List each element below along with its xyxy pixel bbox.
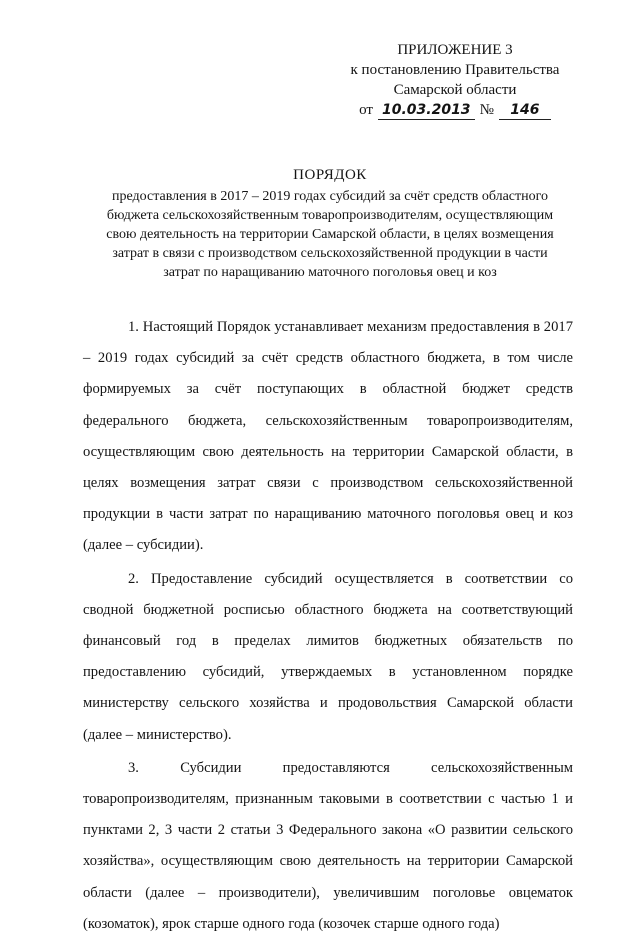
number-label: № [479, 102, 494, 118]
paragraph-2: 2. Предоставление субсидий осуществляется в соответствии со сводной бюджетной росписью областного бюджета на соответствующий финансовый год в пределах лимитов бюджетных обязательств по предоставлению субсидий, утверждаемых в установленном порядке министерству сельского хозяйства и продовольствия Самарской области (далее – министерство). [83, 570, 573, 743]
handwritten-date: 10.03.2013 [378, 101, 475, 120]
subtitle-line: предоставления в 2017 – 2019 годах субсидий за счёт средств областного [111, 189, 549, 204]
handwritten-number: 146 [499, 101, 551, 120]
paragraph-1: 1. Настоящий Порядок устанавливает механизм предоставления в 2017 – 2019 годах субсидий за счёт средств областного бюджета, в том числе формируемых за счёт поступающих в областной бюджет средств федерального бюджета, сельскохозяйственным товаропроизводителям, осуществляющим свою деятельность на территории Самарской области, в целях возмещения затрат связи с производством сельскохозяйственной продукции в части затрат по наращиванию маточного поголовья овец и коз (далее – субсидии). [83, 319, 573, 554]
subtitle-line: затрат в связи с производством сельскохозяйственной продукции в части [112, 246, 548, 261]
appendix-line-resolution: к постановлению Правительства [350, 62, 560, 78]
document-title-block [80, 166, 580, 282]
subtitle-line: затрат по наращиванию маточного поголовья овец и коз [163, 265, 497, 280]
from-label: от [359, 102, 373, 118]
paragraph-3: 3. Субсидии предоставляются сельскохозяйственным товаропроизводителям, признанным таковыми в соответствии с частью 1 и пунктами 2, 3 части 2 статьи 3 Федерального закона «О развитии сельского хозяйства», осуществляющим свою деятельность на территории Самарской области (далее – производители), увеличившим поголовье овцематок (козоматок), ярок старше одного года (козочек старше одного года) [83, 759, 573, 932]
document-heading: ПОРЯДОК [293, 167, 367, 183]
appendix-line-region: Самарской области [393, 82, 517, 98]
appendix-title: ПРИЛОЖЕНИЕ 3 [397, 42, 513, 58]
subtitle-line: свою деятельность на территории Самарской области, в целях возмещения [106, 227, 554, 242]
appendix-date-row [320, 100, 590, 120]
document-body [83, 312, 573, 940]
appendix-block [320, 40, 590, 120]
subtitle-line: бюджета сельскохозяйственным товаропроизводителям, осуществляющим [106, 208, 554, 223]
